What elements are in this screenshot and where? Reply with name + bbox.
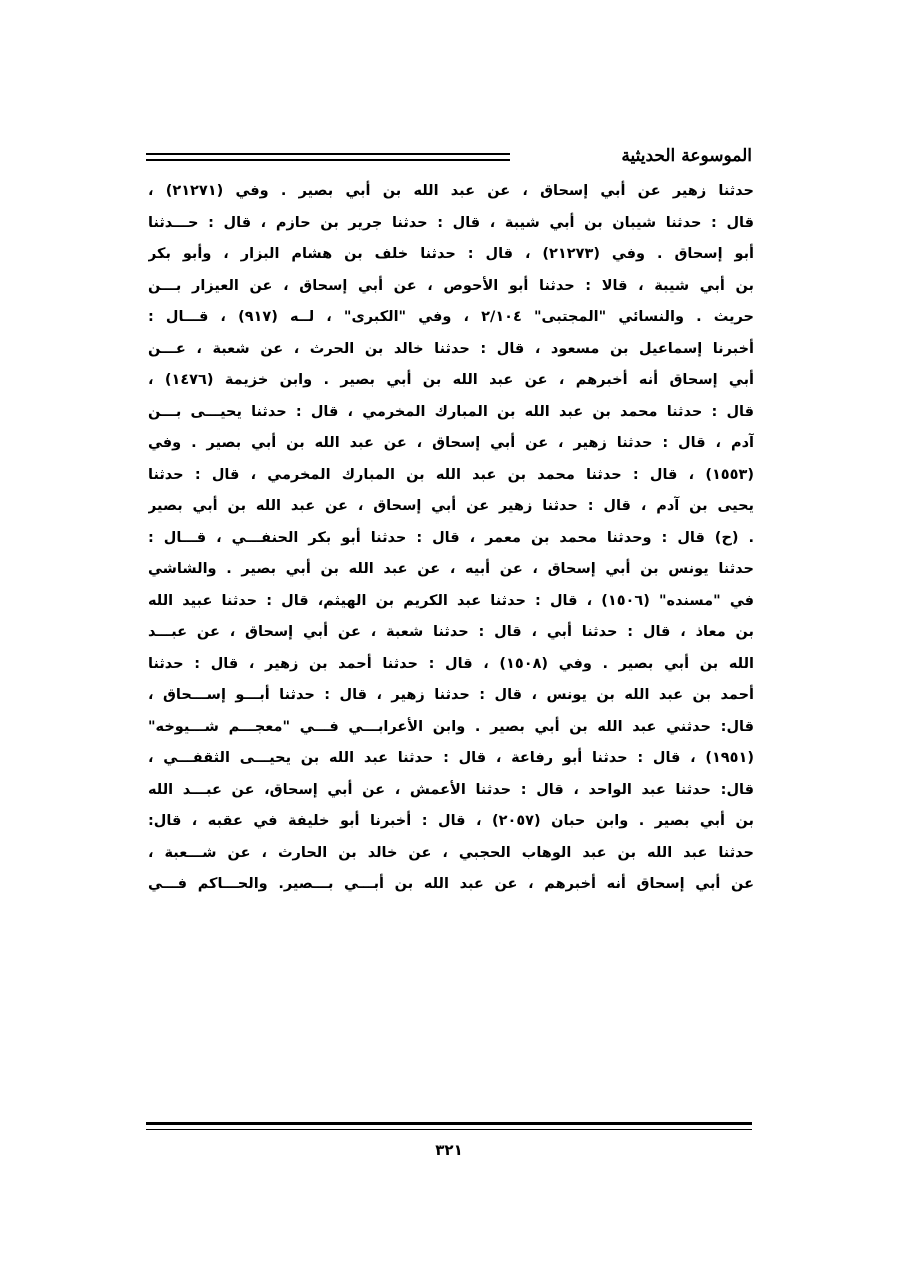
page-header (146, 140, 752, 180)
text-line: يحيى بن آدم ، قال : حدثنا زهير عن أبي إسحاق ، عن عبد الله بن أبي بصير (148, 498, 754, 514)
text-line: حدثنا يونس بن أبي إسحاق ، عن أبيه ، عن عبد الله بن أبي بصير . والشاشي (148, 561, 754, 577)
text-line: أحمد بن عبد الله بن يونس ، قال : حدثنا زهير ، قال : حدثنا أبـــو إســـحاق ، (148, 687, 754, 703)
text-line: (١٩٥١) ، قال : حدثنا أبو رفاعة ، قال : حدثنا عبد الله بن يحيـــى الثقفـــي ، (148, 750, 754, 766)
text-line: آدم ، قال : حدثنا زهير ، عن أبي إسحاق ، عن عبد الله بن أبي بصير . وفي (148, 435, 754, 451)
text-line: أبو إسحاق . وفي (٢١٢٧٣) ، قال : حدثنا خلف بن هشام البزار ، وأبو بكر (148, 246, 754, 262)
text-line: حدثنا عبد الله بن عبد الوهاب الحجبي ، عن خالد بن الحارث ، عن شـــعبة ، (148, 844, 754, 861)
text-line: قال : حدثنا شيبان بن أبي شيبة ، قال : حدثنا جرير بن حازم ، قال : حـــدثنا (148, 214, 754, 231)
text-line: بن معاذ ، قال : حدثنا أبي ، قال : حدثنا شعبة ، عن أبي إسحاق ، عن عبـــد (148, 624, 754, 640)
footer-rule-thin (146, 1129, 752, 1130)
text-line: (١٥٥٣) ، قال : حدثنا محمد بن عبد الله بن المبارك المخرمي ، قال : حدثنا (148, 466, 754, 483)
text-line: قال : حدثنا محمد بن عبد الله بن المبارك المخرمي ، قال : حدثنا يحيـــى بـــن (148, 403, 754, 420)
header-rule-bottom (146, 159, 510, 161)
text-line: بن أبي شيبة ، قالا : حدثنا أبو الأحوص ، عن أبي إسحاق ، عن العيزار بـــن (148, 277, 754, 294)
text-line: عن أبي إسحاق أنه أخبرهم ، عن عبد الله بن أبـــي بـــصير. والحـــاكم فـــي (148, 876, 754, 892)
text-line: قال: حدثنا عبد الواحد ، قال : حدثنا الأعمش ، عن أبي إسحاق، عن عبـــد الله (148, 781, 754, 798)
text-line: حدثنا زهير عن أبي إسحاق ، عن عبد الله بن أبي بصير . وفي (٢١٢٧١) ، (148, 183, 754, 199)
text-line: بن أبي بصير . وابن حبان (٢٠٥٧) ، قال : أخبرنا أبو خليفة في عقبه ، قال: (148, 813, 754, 829)
body-text (148, 176, 754, 901)
text-line: حريث . والنسائي "المجتبى" ٢/١٠٤ ، وفي "الكبرى" ، لــه (٩١٧) ، قـــال : (148, 309, 754, 325)
text-line: أبي إسحاق أنه أخبرهم ، عن عبد الله بن أبي بصير . وابن خزيمة (١٤٧٦) ، (148, 372, 754, 388)
text-line: قال: حدثني عبد الله بن أبي بصير . وابن الأعرابـــي فـــي "معجـــم شـــيوخه" (148, 718, 754, 735)
text-line: . (ح) قال : وحدثنا محمد بن معمر ، قال : حدثنا أبو بكر الحنفـــي ، قـــال : (148, 529, 754, 546)
text-line: في "مسنده" (١٥٠٦) ، قال : حدثنا عبد الكريم بن الهيثم، قال : حدثنا عبيد الله (148, 592, 754, 609)
page-number: ٣٢١ (435, 1141, 463, 1159)
footer-rule-thick (146, 1122, 752, 1125)
text-line: أخبرنا إسماعيل بن مسعود ، قال : حدثنا خالد بن الحرث ، عن شعبة ، عـــن (148, 340, 754, 357)
text-line: الله بن أبي بصير . وفي (١٥٠٨) ، قال : حدثنا أحمد بن زهير ، قال : حدثنا (148, 655, 754, 672)
page-header-title: الموسوعة الحديثية (609, 144, 752, 168)
header-rule-short (302, 153, 362, 155)
